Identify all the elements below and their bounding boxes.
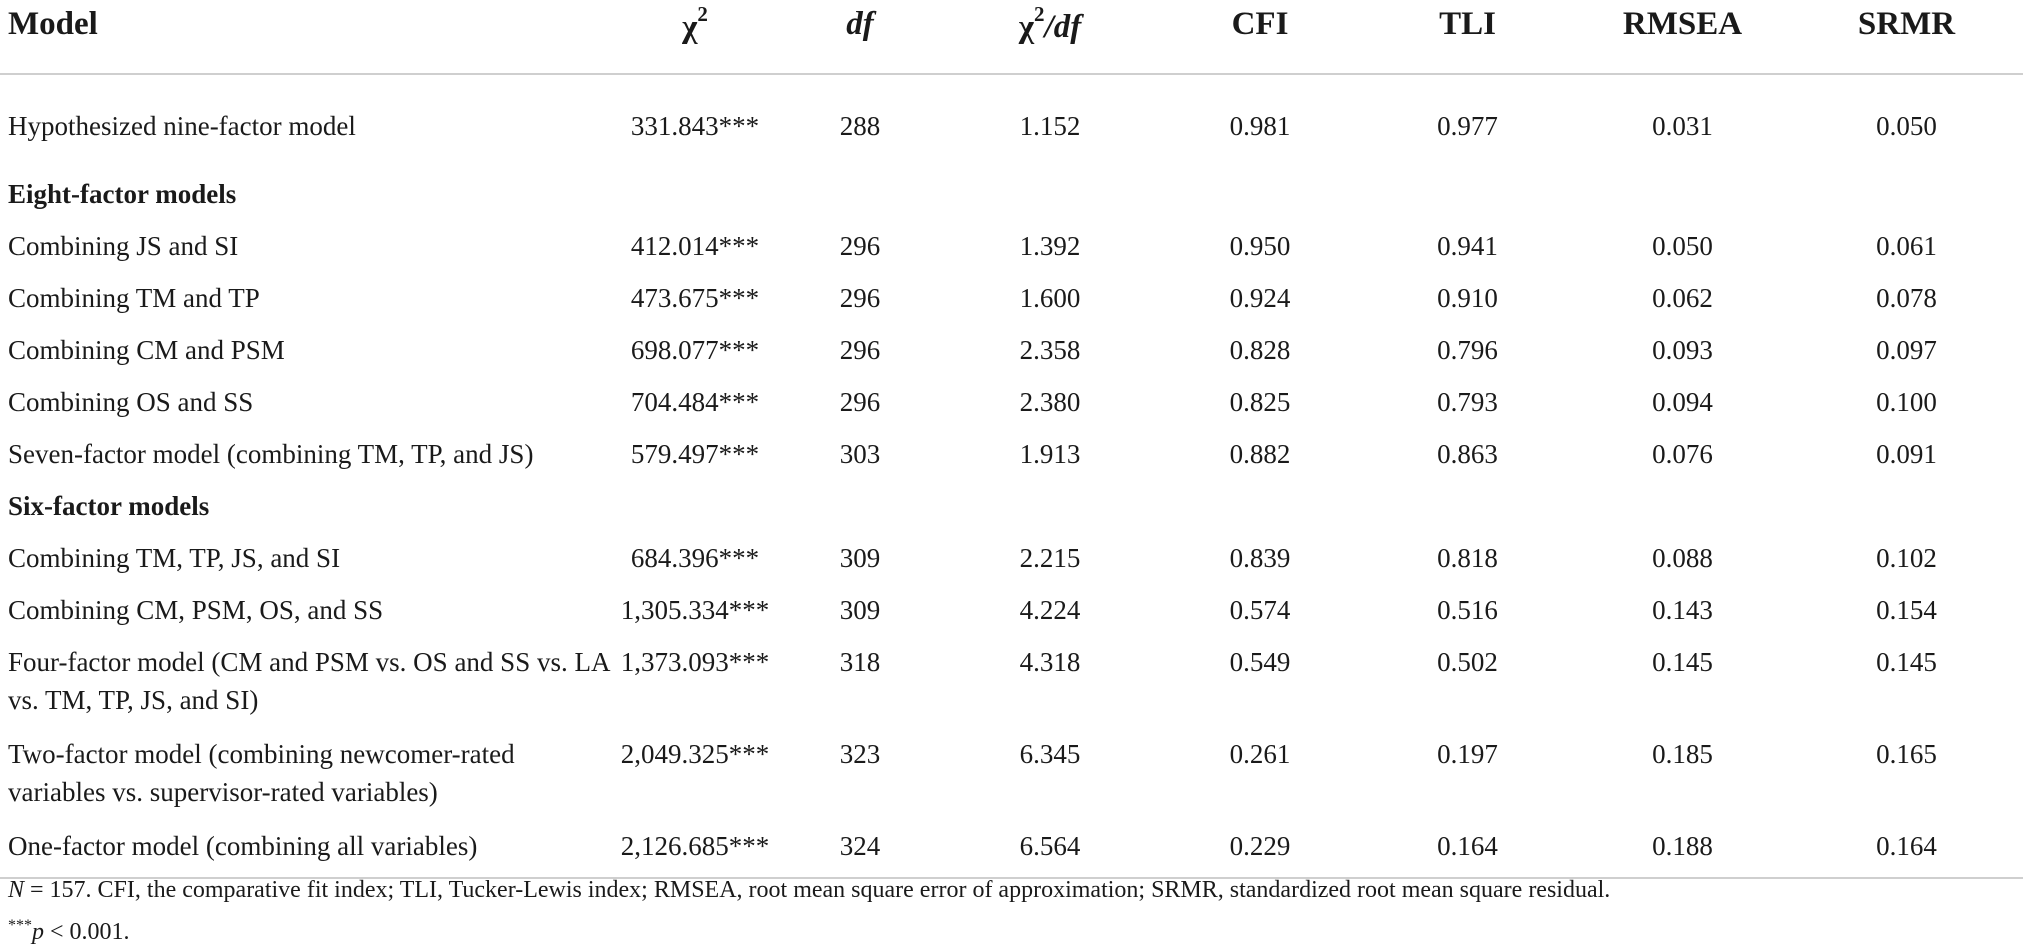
cell-chi2: 1,373.093***: [620, 647, 770, 677]
table-row: [0, 422, 2023, 474]
cell-model: Combining OS and SS: [8, 387, 254, 417]
cell-tli: 0.941: [1437, 231, 1498, 261]
cell-tli: 0.793: [1437, 387, 1498, 417]
cell-chi2: 2,049.325***: [620, 739, 770, 769]
cell-srmr: 0.145: [1876, 647, 1937, 677]
cell-cfi: 0.261: [1229, 739, 1291, 769]
cell-chi2: 2,126.685***: [610, 814, 780, 878]
header-model: Model: [0, 0, 610, 74]
cell-chi2df: 1.152: [1019, 111, 1081, 141]
table-row: [0, 722, 2023, 814]
cell-model: Combining JS and SI: [8, 231, 239, 261]
cell-model: Combining TM, TP, JS, and SI: [8, 543, 341, 573]
cell-srmr: 0.100: [1876, 387, 1937, 417]
table-row: [0, 214, 2023, 266]
footnote-sig-text: < 0.001.: [44, 919, 130, 945]
cell-df: 324: [780, 814, 940, 878]
group-heading-row: [0, 162, 2023, 214]
footnote-significance: [8, 908, 2008, 950]
cell-rmsea: 0.088: [1652, 543, 1713, 573]
cell-cfi: 0.981: [1229, 111, 1291, 141]
table-footnote: [8, 872, 2008, 950]
cell-df: 318: [839, 647, 881, 677]
cell-rmsea: 0.143: [1652, 595, 1713, 625]
cell-model: Hypothesized nine-factor model: [8, 111, 356, 141]
cell-df: 309: [839, 595, 881, 625]
cell-chi2: 1,305.334***: [620, 595, 770, 625]
cell-srmr: 0.164: [1790, 814, 2023, 878]
cell-tli: 0.863: [1437, 439, 1498, 469]
cell-rmsea: 0.062: [1652, 283, 1713, 313]
cell-tli: 0.977: [1437, 111, 1498, 141]
header-rmsea: RMSEA: [1575, 0, 1790, 74]
header-df-label: df: [846, 6, 874, 42]
header-chi2df-post: /df: [1044, 9, 1082, 45]
cell-srmr: 0.165: [1876, 739, 1937, 769]
header-chi2: [610, 0, 780, 74]
cell-srmr: 0.154: [1876, 595, 1937, 625]
header-chi2df-symbol: χ: [1018, 9, 1035, 45]
cell-df: 296: [839, 387, 881, 417]
cell-model: Two-factor model (combining newcomer-rated variables vs. supervisor-rated variables): [8, 739, 515, 807]
cell-rmsea: 0.094: [1652, 387, 1713, 417]
cell-rmsea: 0.188: [1575, 814, 1790, 878]
cell-chi2df: 1.392: [1019, 231, 1081, 261]
header-chi2df-sup: 2: [1034, 2, 1045, 26]
cell-chi2df: 1.913: [1019, 439, 1081, 469]
cell-srmr: 0.097: [1876, 335, 1937, 365]
cell-srmr: 0.078: [1876, 283, 1937, 313]
cell-srmr: 0.091: [1876, 439, 1937, 469]
cell-chi2df: 2.358: [1019, 335, 1081, 365]
footnote-sig-label: p: [32, 919, 44, 945]
cell-model: Four-factor model (CM and PSM vs. OS and SS vs. LA vs. TM, TP, JS, and SI): [8, 647, 609, 715]
cell-chi2: 684.396***: [630, 543, 760, 573]
table-row: [0, 318, 2023, 370]
cell-cfi: 0.549: [1229, 647, 1291, 677]
table-row: [0, 578, 2023, 630]
cell-df: 296: [839, 335, 881, 365]
cell-chi2df: 6.345: [1019, 739, 1081, 769]
cell-chi2: 698.077***: [630, 335, 760, 365]
cell-srmr: 0.050: [1876, 111, 1937, 141]
header-df: [780, 0, 940, 74]
group-heading-row: [0, 474, 2023, 526]
table-row: [0, 266, 2023, 318]
cell-chi2df: 4.318: [1019, 647, 1081, 677]
header-srmr: SRMR: [1790, 0, 2023, 74]
cell-chi2df: 6.564: [940, 814, 1160, 878]
table-row: [0, 74, 2023, 162]
cell-df: 296: [839, 283, 881, 313]
cell-df: 303: [839, 439, 881, 469]
cell-cfi: 0.882: [1229, 439, 1291, 469]
cell-model: Seven-factor model (combining TM, TP, and JS): [8, 439, 534, 469]
cell-chi2: 412.014***: [630, 231, 760, 261]
cell-cfi: 0.950: [1229, 231, 1291, 261]
cell-model: One-factor model (combining all variables): [0, 814, 610, 878]
header-chi2-sup: 2: [697, 2, 708, 26]
cell-df: 288: [839, 111, 881, 141]
header-chi2-df: [940, 0, 1160, 74]
cell-df: 309: [839, 543, 881, 573]
cell-chi2df: 2.215: [1019, 543, 1081, 573]
footnote-sig-sup: ***: [8, 917, 32, 934]
header-chi2-symbol: χ: [682, 9, 698, 45]
cell-rmsea: 0.076: [1652, 439, 1713, 469]
table-row: [0, 370, 2023, 422]
cell-tli: 0.796: [1437, 335, 1498, 365]
cell-model: Combining TM and TP: [8, 283, 260, 313]
cell-chi2: 704.484***: [630, 387, 760, 417]
cell-tli: 0.502: [1437, 647, 1498, 677]
cell-cfi: 0.229: [1160, 814, 1360, 878]
table-row: [0, 630, 2023, 722]
cell-cfi: 0.828: [1229, 335, 1291, 365]
cell-rmsea: 0.093: [1652, 335, 1713, 365]
cell-df: 323: [839, 739, 881, 769]
table-row: [0, 814, 2023, 878]
cell-chi2df: 1.600: [1019, 283, 1081, 313]
cell-tli: 0.910: [1437, 283, 1498, 313]
header-cfi: CFI: [1160, 0, 1360, 74]
cell-model: Combining CM, PSM, OS, and SS: [8, 595, 384, 625]
cell-chi2: 579.497***: [630, 439, 760, 469]
cell-tli: 0.818: [1437, 543, 1498, 573]
footnote-definitions: [8, 872, 2008, 908]
cell-cfi: 0.839: [1229, 543, 1291, 573]
table-body: [0, 74, 2023, 878]
cell-chi2: 331.843***: [630, 111, 760, 141]
cell-model: Combining CM and PSM: [8, 335, 285, 365]
cell-cfi: 0.924: [1229, 283, 1291, 313]
cell-cfi: 0.574: [1229, 595, 1291, 625]
cell-cfi: 0.825: [1229, 387, 1291, 417]
header-tli: TLI: [1360, 0, 1575, 74]
table-row: [0, 526, 2023, 578]
group-heading: Eight-factor models: [8, 179, 237, 209]
cell-rmsea: 0.145: [1652, 647, 1713, 677]
cell-rmsea: 0.050: [1652, 231, 1713, 261]
header-row: [0, 0, 2023, 74]
cell-chi2: 473.675***: [630, 283, 760, 313]
cell-rmsea: 0.185: [1652, 739, 1713, 769]
cell-tli: 0.164: [1360, 814, 1575, 878]
group-heading: Six-factor models: [8, 491, 210, 521]
cell-srmr: 0.102: [1876, 543, 1937, 573]
cell-tli: 0.516: [1437, 595, 1498, 625]
cell-chi2df: 2.380: [1019, 387, 1081, 417]
cell-df: 296: [839, 231, 881, 261]
cell-rmsea: 0.031: [1652, 111, 1713, 141]
cell-srmr: 0.061: [1876, 231, 1937, 261]
table-header: [0, 0, 2023, 74]
cell-tli: 0.197: [1437, 739, 1498, 769]
footnote-n-label: N: [8, 877, 25, 903]
footnote-n-text: = 157. CFI, the comparative fit index; TLI, Tucker-Lewis index; RMSEA, root mean square error of approximation; SRMR, standardized root mean square residual.: [24, 877, 1611, 903]
cell-chi2df: 4.224: [1019, 595, 1081, 625]
